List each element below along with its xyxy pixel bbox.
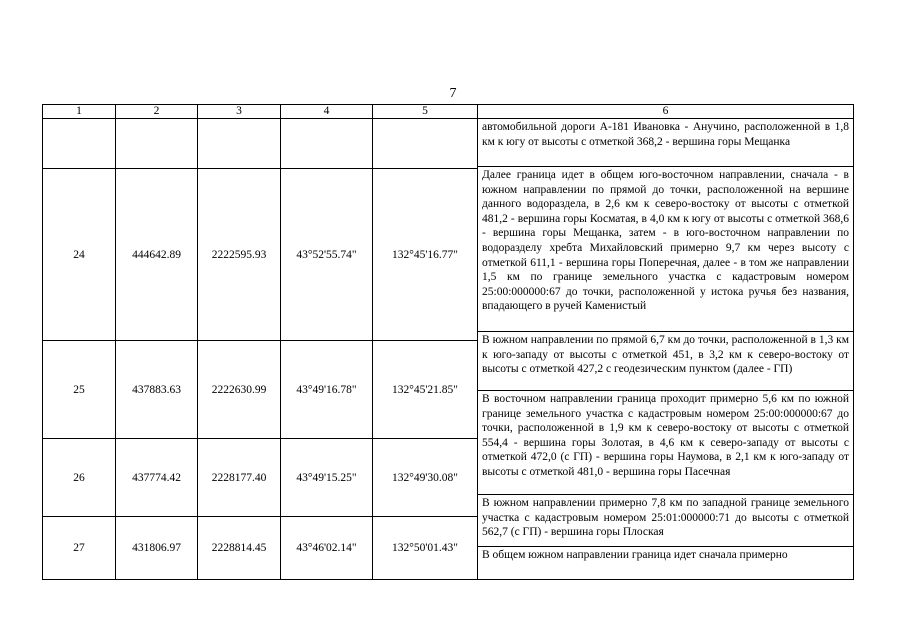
boundary-description: В общем южном направлении граница идет сначала примерно	[478, 546, 853, 574]
coord-x: 437883.63	[116, 341, 198, 439]
coord-y: 2228814.45	[198, 517, 281, 580]
coord-y	[198, 119, 281, 169]
coord-x: 444642.89	[116, 169, 198, 341]
longitude	[373, 119, 478, 169]
longitude: 132°49'30.08"	[373, 439, 478, 517]
latitude: 43°52'55.74"	[281, 169, 373, 341]
column-header: 4	[281, 105, 373, 119]
boundary-description: Далее граница идет в общем юго-восточном направлении, сначала - в южном направлении по прямой до точки, расположенной на вершине данного водораздела, в 2,6 км к северо-востоку от высоты с отметкой 481,2 - вершина горы Косматая, в 4,0 км к югу от высоты с отметкой 368,6 - вершина горы Мещанка, затем - в юго-восточном направлении по водоразделу хребта Михайловский примерно 9,7 км через высоту с отметкой 611,1 - вершина горы Поперечная, далее - в том же направлении 1,5 км по границе земельного участка с кадастровым номером 25:00:000000:67 до точки, расположенной у истока ручья без названия, впадающего в ручей Каменистый	[478, 166, 853, 331]
column-header: 5	[373, 105, 478, 119]
boundary-points-table	[42, 104, 854, 580]
latitude: 43°49'16.78"	[281, 341, 373, 439]
boundary-description: В восточном направлении граница проходит примерно 5,6 км по южной границе земельного участка с кадастровым номером 25:00:000000:67 до точки, расположенной в 1,9 км к северо-востоку от высоты с отметкой 554,4 - вершина горы Золотая, в 4,6 км к северо-западу от высоты с отметкой 472,0 (с ГП) - вершина горы Наумова, в 2,1 км к юго-западу от высоты с отметкой 481,0 - вершина горы Пасечная	[478, 390, 853, 494]
header-row	[43, 105, 854, 119]
latitude: 43°49'15.25"	[281, 439, 373, 517]
longitude: 132°45'16.77"	[373, 169, 478, 341]
page-number: 7	[449, 86, 457, 101]
point-number	[43, 119, 116, 169]
column-header: 6	[478, 105, 854, 119]
description-column	[478, 119, 854, 580]
coord-y: 2228177.40	[198, 439, 281, 517]
point-number: 26	[43, 439, 116, 517]
table-row	[43, 119, 854, 169]
longitude: 132°50'01.43"	[373, 517, 478, 580]
coord-x: 437774.42	[116, 439, 198, 517]
point-number: 25	[43, 341, 116, 439]
coord-x: 431806.97	[116, 517, 198, 580]
coord-y: 2222630.99	[198, 341, 281, 439]
coord-y: 2222595.93	[198, 169, 281, 341]
latitude: 43°46'02.14"	[281, 517, 373, 580]
point-number: 24	[43, 169, 116, 341]
column-header: 3	[198, 105, 281, 119]
coord-x	[116, 119, 198, 169]
latitude	[281, 119, 373, 169]
point-number: 27	[43, 517, 116, 580]
boundary-description: автомобильной дороги А-181 Ивановка - Анучино, расположенной в 1,8 км к югу от высоты с отметкой 368,2 - вершина горы Мещанка	[482, 121, 849, 148]
longitude: 132°45'21.85"	[373, 341, 478, 439]
column-header: 1	[43, 105, 116, 119]
column-header: 2	[116, 105, 198, 119]
boundary-description: В южном направлении примерно 7,8 км по западной границе земельного участка с кадастровым номером 25:01:000000:71 до высоты с отметкой 562,7 (с ГП) - вершина горы Плоская	[478, 494, 853, 546]
boundary-description: В южном направлении по прямой 6,7 км до точки, расположенной в 1,3 км к юго-западу от высоты с отметкой 451, в 3,2 км к северо-востоку от высоты с отметкой 427,2 с геодезическим пунктом (далее - ГП)	[478, 331, 853, 390]
